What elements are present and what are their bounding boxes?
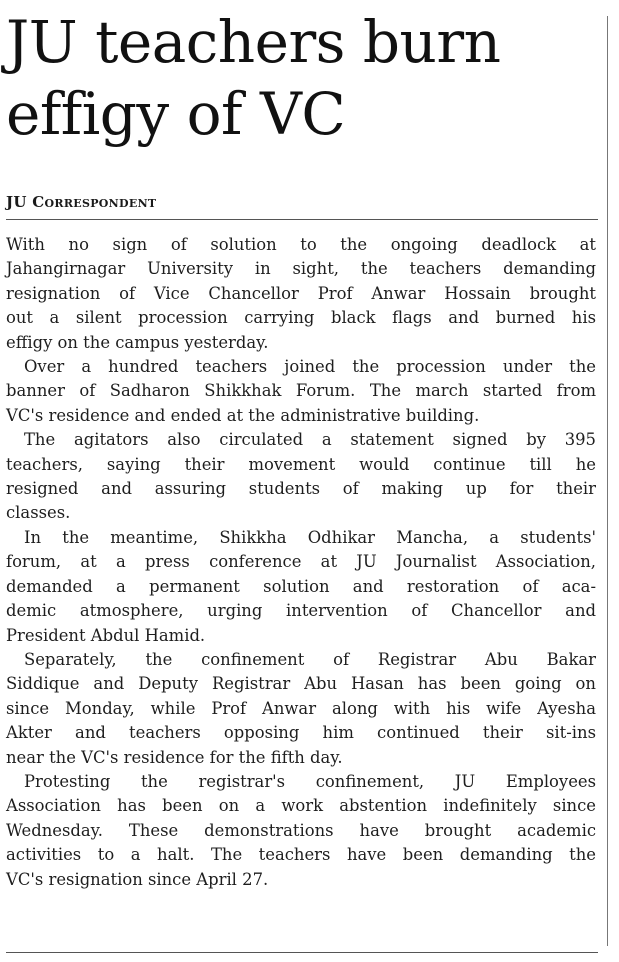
headline-line-1: JU teachers burn xyxy=(6,8,501,76)
text-line: resignation of Vice Chancellor Prof Anwar Hossain brought xyxy=(6,283,596,303)
paragraph-5 xyxy=(6,648,596,770)
paragraph-2 xyxy=(6,355,596,428)
paragraph-4 xyxy=(6,526,596,648)
article-body xyxy=(6,233,596,892)
article-byline: JU Correspondent xyxy=(6,193,157,211)
text-line: Over a hundred teachers joined the procession under the xyxy=(24,357,596,377)
text-line: Wednesday. These demonstrations have brought academic xyxy=(6,820,596,840)
text-line: Protesting the registrar's confinement, JU Employees xyxy=(24,771,596,791)
text-line: resigned and assuring students of making up for their xyxy=(6,479,596,499)
text-line: since Monday, while Prof Anwar along with his wife Ayesha xyxy=(6,698,596,718)
headline-line-2: effigy of VC xyxy=(6,80,346,148)
text-line: VC's resignation since April 27. xyxy=(6,869,269,889)
text-line: activities to a halt. The teachers have been demanding the xyxy=(6,845,596,865)
text-line: With no sign of solution to the ongoing deadlock at xyxy=(6,235,596,254)
article-headline xyxy=(6,6,604,150)
text-line: effigy on the campus yesterday. xyxy=(6,332,269,352)
text-line: VC's residence and ended at the administrative building. xyxy=(6,405,480,425)
text-line: banner of Sadharon Shikkhak Forum. The march started from xyxy=(6,381,596,401)
text-line: In the meantime, Shikkha Odhikar Mancha, a students' xyxy=(24,527,596,547)
text-line: Association has been on a work abstention indefinitely since xyxy=(6,796,596,816)
paragraph-3 xyxy=(6,428,596,526)
text-line: demic atmosphere, urging intervention of Chancellor and xyxy=(6,601,596,621)
text-line: demanded a permanent solution and restoration of aca- xyxy=(6,576,596,596)
text-line: Jahangirnagar University in sight, the teachers demanding xyxy=(6,259,596,279)
text-line: Akter and teachers opposing him continued their sit-ins xyxy=(6,723,596,743)
text-line: Siddique and Deputy Registrar Abu Hasan has been going on xyxy=(6,674,596,694)
text-line: President Abdul Hamid. xyxy=(6,625,206,645)
paragraph-6 xyxy=(6,770,596,892)
text-line: out a silent procession carrying black flags and burned his xyxy=(6,308,596,328)
paragraph-1 xyxy=(6,233,596,355)
column-divider xyxy=(607,16,608,946)
text-line: Separately, the confinement of Registrar Abu Bakar xyxy=(24,649,596,669)
byline-rule xyxy=(6,219,598,220)
text-line: forum, at a press conference at JU Journalist Association, xyxy=(6,552,596,572)
bottom-rule xyxy=(6,952,598,953)
text-line: teachers, saying their movement would continue till he xyxy=(6,454,596,474)
text-line: near the VC's residence for the fifth day. xyxy=(6,747,343,767)
text-line: classes. xyxy=(6,503,71,523)
text-line: The agitators also circulated a statement signed by 395 xyxy=(24,430,596,450)
